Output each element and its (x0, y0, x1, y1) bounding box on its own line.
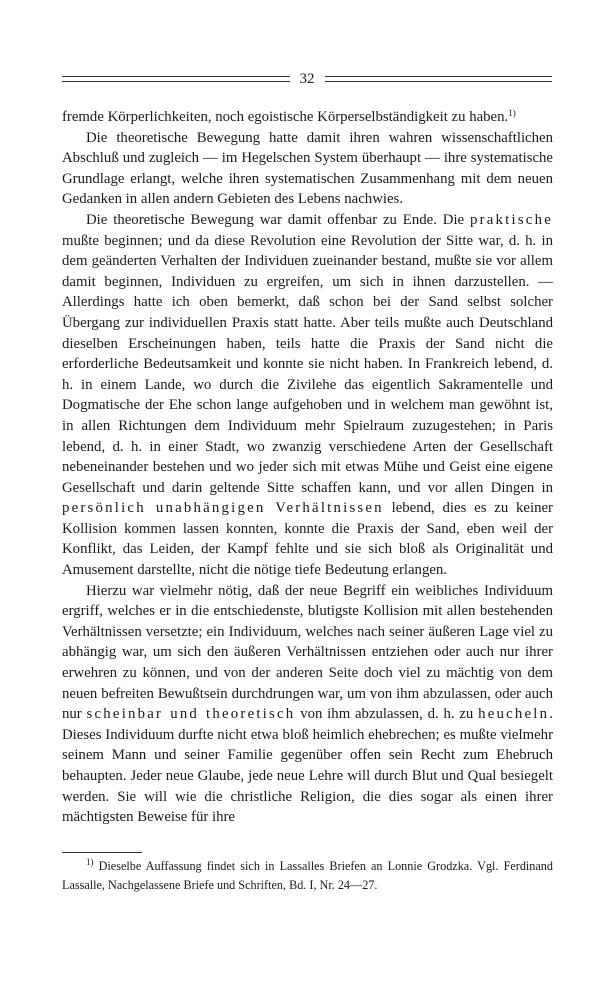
paragraph (62, 107, 553, 128)
footnote-paragraph (62, 857, 553, 894)
footnote (62, 857, 553, 894)
emphasized-text: praktische (469, 211, 553, 228)
footnote-marker: 1) (86, 857, 94, 867)
page-header (62, 69, 552, 89)
text-run: Die theoretische Bewegung hatte damit ihren wahren wissenschaftlichen Abschluß und zugleich — im Hegelschen System überhaupt — ihre systematische Grundlage erlangt, welche ihren systematischen Zusammenhang mit dem neuen Gedanken in allen andern Gebieten des Lebens nachwies. (62, 129, 553, 208)
page-number: 32 (299, 71, 315, 87)
text-run: fremde Körperlichkeiten, noch egoistische Körperselbständigkeit zu haben. (62, 109, 509, 125)
emphasized-text: scheinbar und theoretisch (86, 706, 296, 723)
emphasized-text: persönlich unabhängigen Verhältnissen (62, 500, 384, 517)
paragraph (62, 581, 553, 828)
text-run: . Dieses Individuum durfte nicht etwa bloß heimlich ehebrechen; es mußte vielmehr seinem Mann und seiner Familie gegenüber offen sein Recht zum Ehebruch behaupten. Jeder neue Glaube, jede neue Lehre will durch Blut und Qual besiegelt werden. Sie will wie die christliche Religion, die dies sogar als einen ihrer mächtigsten Beweise für ihre (62, 706, 553, 826)
paragraph (62, 210, 553, 581)
footnote-reference: 1) (508, 108, 516, 118)
body-text (62, 107, 553, 828)
text-run: lebend, dies es zu keiner Kollision kommen lassen konnten, konnte die Praxis der Sand, eben weil der Konflikt, das Leiden, der Kampf fehlte und sie sich bloß als Originalität und Amusement darstellte, nicht die nötige tiefe Bedeutung erlangen. (62, 500, 553, 579)
header-rule-right (325, 76, 553, 82)
footnote-text: Dieselbe Auffassung findet sich in Lassalles Briefen an Lonnie Grodzka. Vgl. Ferdinand Lassalle, Nachgelassene Briefe und Schriften, Bd. I, Nr. 24—27. (62, 859, 553, 892)
text-run: Hierzu war vielmehr nötig, daß der neue Begriff ein weibliches Individuum ergriff, welches er in die entschiedenste, blutigste Kollision mit allen bestehenden Verhältnissen versetzte; ein Individuum, welches nach seiner äußeren Lage viel zu abhängig war, um sich den äußeren Verhältnissen entziehen oder auch nur ihrer erwehren zu können, und von der anderen Seite doch viel zu mächtig von dem neuen befreiten Bewußtsein durchdrungen war, um von ihm abzulassen, oder auch nur (62, 582, 553, 723)
footnote-divider (62, 852, 142, 853)
text-run: mußte beginnen; und da diese Revolution eine Revolution der Sitte war, d. h. in dem geänderten Verhalten der Individuen zueinander bestand, mußte sie vor allem damit beginnen, Individuen zu ergreifen, um sich in ihnen darzustellen. — Allerdings hatte ich oben bemerkt, daß schon bei der Sand selbst solcher Übergang zur individuellen Praxis statt hatte. Aber teils mußte auch Deutschland dieselben Erscheinungen haben, teils hatte die Praxis der Sand nicht die erforderliche Bedeutsamkeit und konnte sie nicht haben. In Frankreich lebend, d. h. in einem Lande, wo durch die Zivilehe das eigentlich Sakramentelle und Dogmatische der Ehe schon lange aufgehoben und in welchem man gewöhnt ist, in allen Richtungen dem Individuum mehr Spielraum zuzugestehen; in Paris lebend, d. h. in einer Stadt, wo zwanzig verschiedene Arten der Gesellschaft nebeneinander bestehen und wo jeder sich mit etwas Mühe und Geist eine eigene Gesellschaft und darin geltende Sitte schaffen kann, und vor allen Dingen in (62, 232, 553, 496)
emphasized-text: heucheln (478, 706, 550, 723)
text-run: Die theoretische Bewegung war damit offenbar zu Ende. Die (86, 211, 470, 228)
header-rule-left (62, 76, 290, 82)
text-run: von ihm abzulassen, d. h. zu (295, 706, 479, 723)
paragraph (62, 128, 553, 210)
